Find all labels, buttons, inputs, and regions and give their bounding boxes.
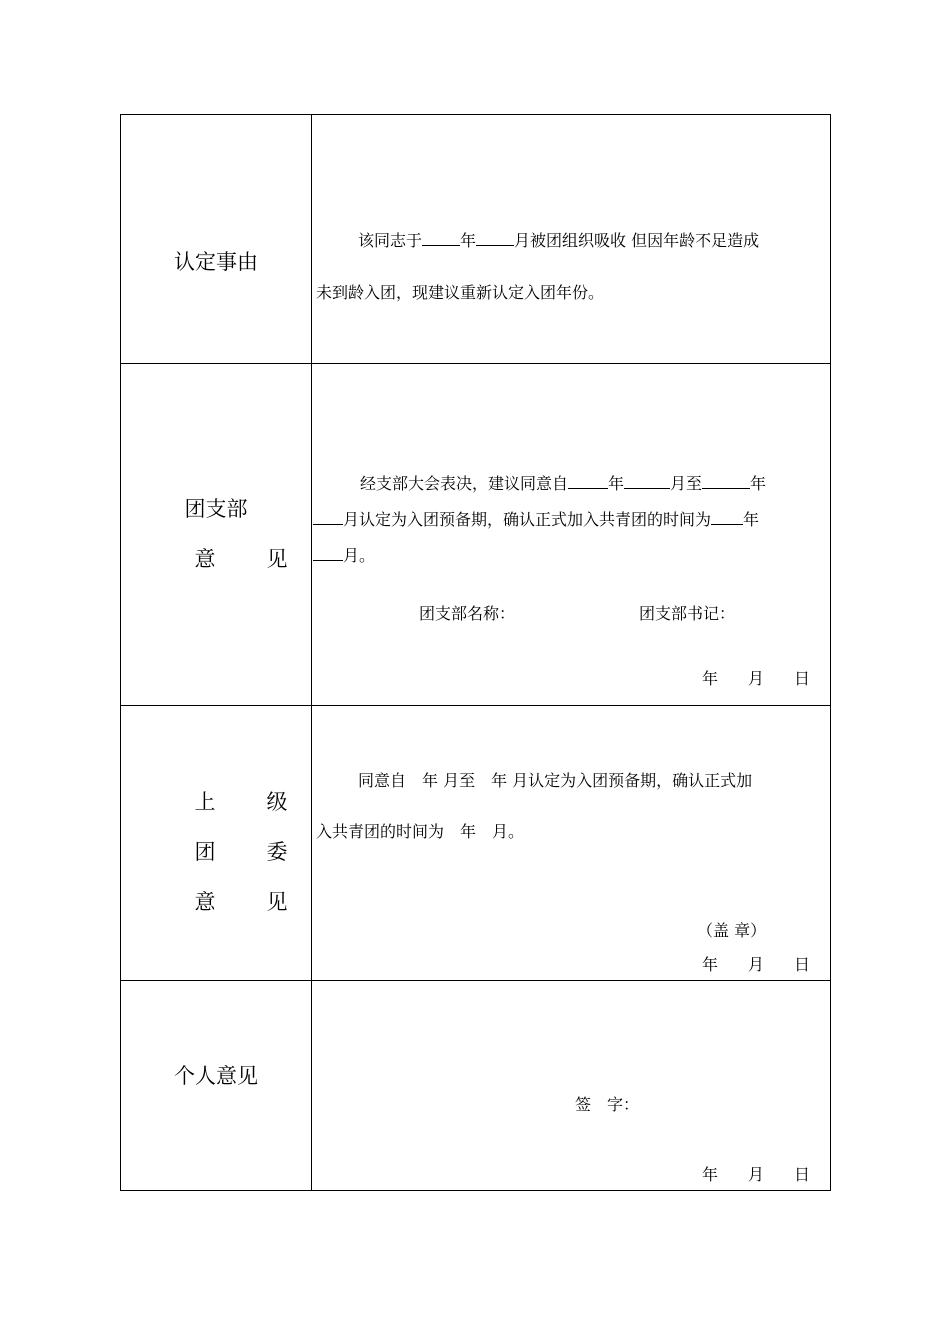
branch-line-1: 经支部大会表决，建议同意自 年 月至 年	[360, 474, 767, 493]
approval-form-table	[120, 114, 831, 1191]
superior-line-1: 同意自 年 月至 年 月认定为入团预备期，确认正式加	[358, 771, 753, 790]
blank-end-year[interactable]	[702, 474, 750, 489]
personal-date: 年 月 日	[701, 1165, 810, 1184]
blank-start-month[interactable]	[624, 474, 670, 489]
reason-line-1	[358, 230, 759, 252]
label-cell-branch	[121, 364, 312, 705]
label-cell-reason	[121, 115, 312, 363]
superior-date: 年 月 日	[701, 955, 810, 974]
branch-secretary-label: 团支部书记：	[639, 604, 736, 623]
branch-line-3: 月。	[313, 545, 375, 567]
blank-year[interactable]	[422, 231, 460, 246]
content-cell-personal	[313, 981, 830, 1190]
superior-line-2: 入共青团的时间为 年 月。	[316, 822, 525, 841]
blank-month[interactable]	[476, 231, 514, 246]
reason-line-2: 未到龄入团，现建议重新认定入团年份。	[316, 283, 605, 302]
content-cell-branch	[313, 364, 830, 705]
branch-line-2: 月认定为入团预备期，确认正式加入共青团的时间为 年	[313, 509, 759, 531]
reason-text-a: 该同志于	[358, 231, 423, 250]
blank-official-year[interactable]	[711, 510, 743, 525]
branch-date: 年 月 日	[701, 669, 810, 688]
signature-label: 签 字：	[575, 1095, 640, 1114]
label-cell-superior	[121, 706, 312, 980]
seal-label: （盖 章）	[697, 921, 767, 940]
reason-text-b: 月被团组织吸收 但因年龄不足造成	[514, 231, 760, 250]
content-cell-superior	[313, 706, 830, 980]
content-cell-reason	[313, 115, 830, 363]
row-personal-opinion	[121, 980, 830, 1190]
blank-start-year[interactable]	[568, 474, 608, 489]
label-cell-personal	[121, 981, 312, 1190]
label-opinion: 意 见	[194, 547, 288, 571]
label-personal: 个人意见	[174, 1064, 258, 1088]
blank-end-month[interactable]	[313, 510, 343, 525]
reason-text-year: 年	[460, 231, 477, 250]
label-superior: 上 级	[194, 790, 288, 814]
blank-official-month[interactable]	[313, 546, 343, 561]
row-superior-opinion	[121, 705, 830, 980]
row-reason	[121, 115, 830, 363]
label-reason: 认定事由	[174, 250, 258, 274]
label-branch: 团支部	[184, 497, 248, 521]
row-branch-opinion	[121, 363, 830, 705]
label-committee: 团 委	[194, 840, 288, 864]
label-superior-opinion: 意 见	[194, 890, 288, 914]
branch-name-label: 团支部名称：	[419, 604, 516, 623]
